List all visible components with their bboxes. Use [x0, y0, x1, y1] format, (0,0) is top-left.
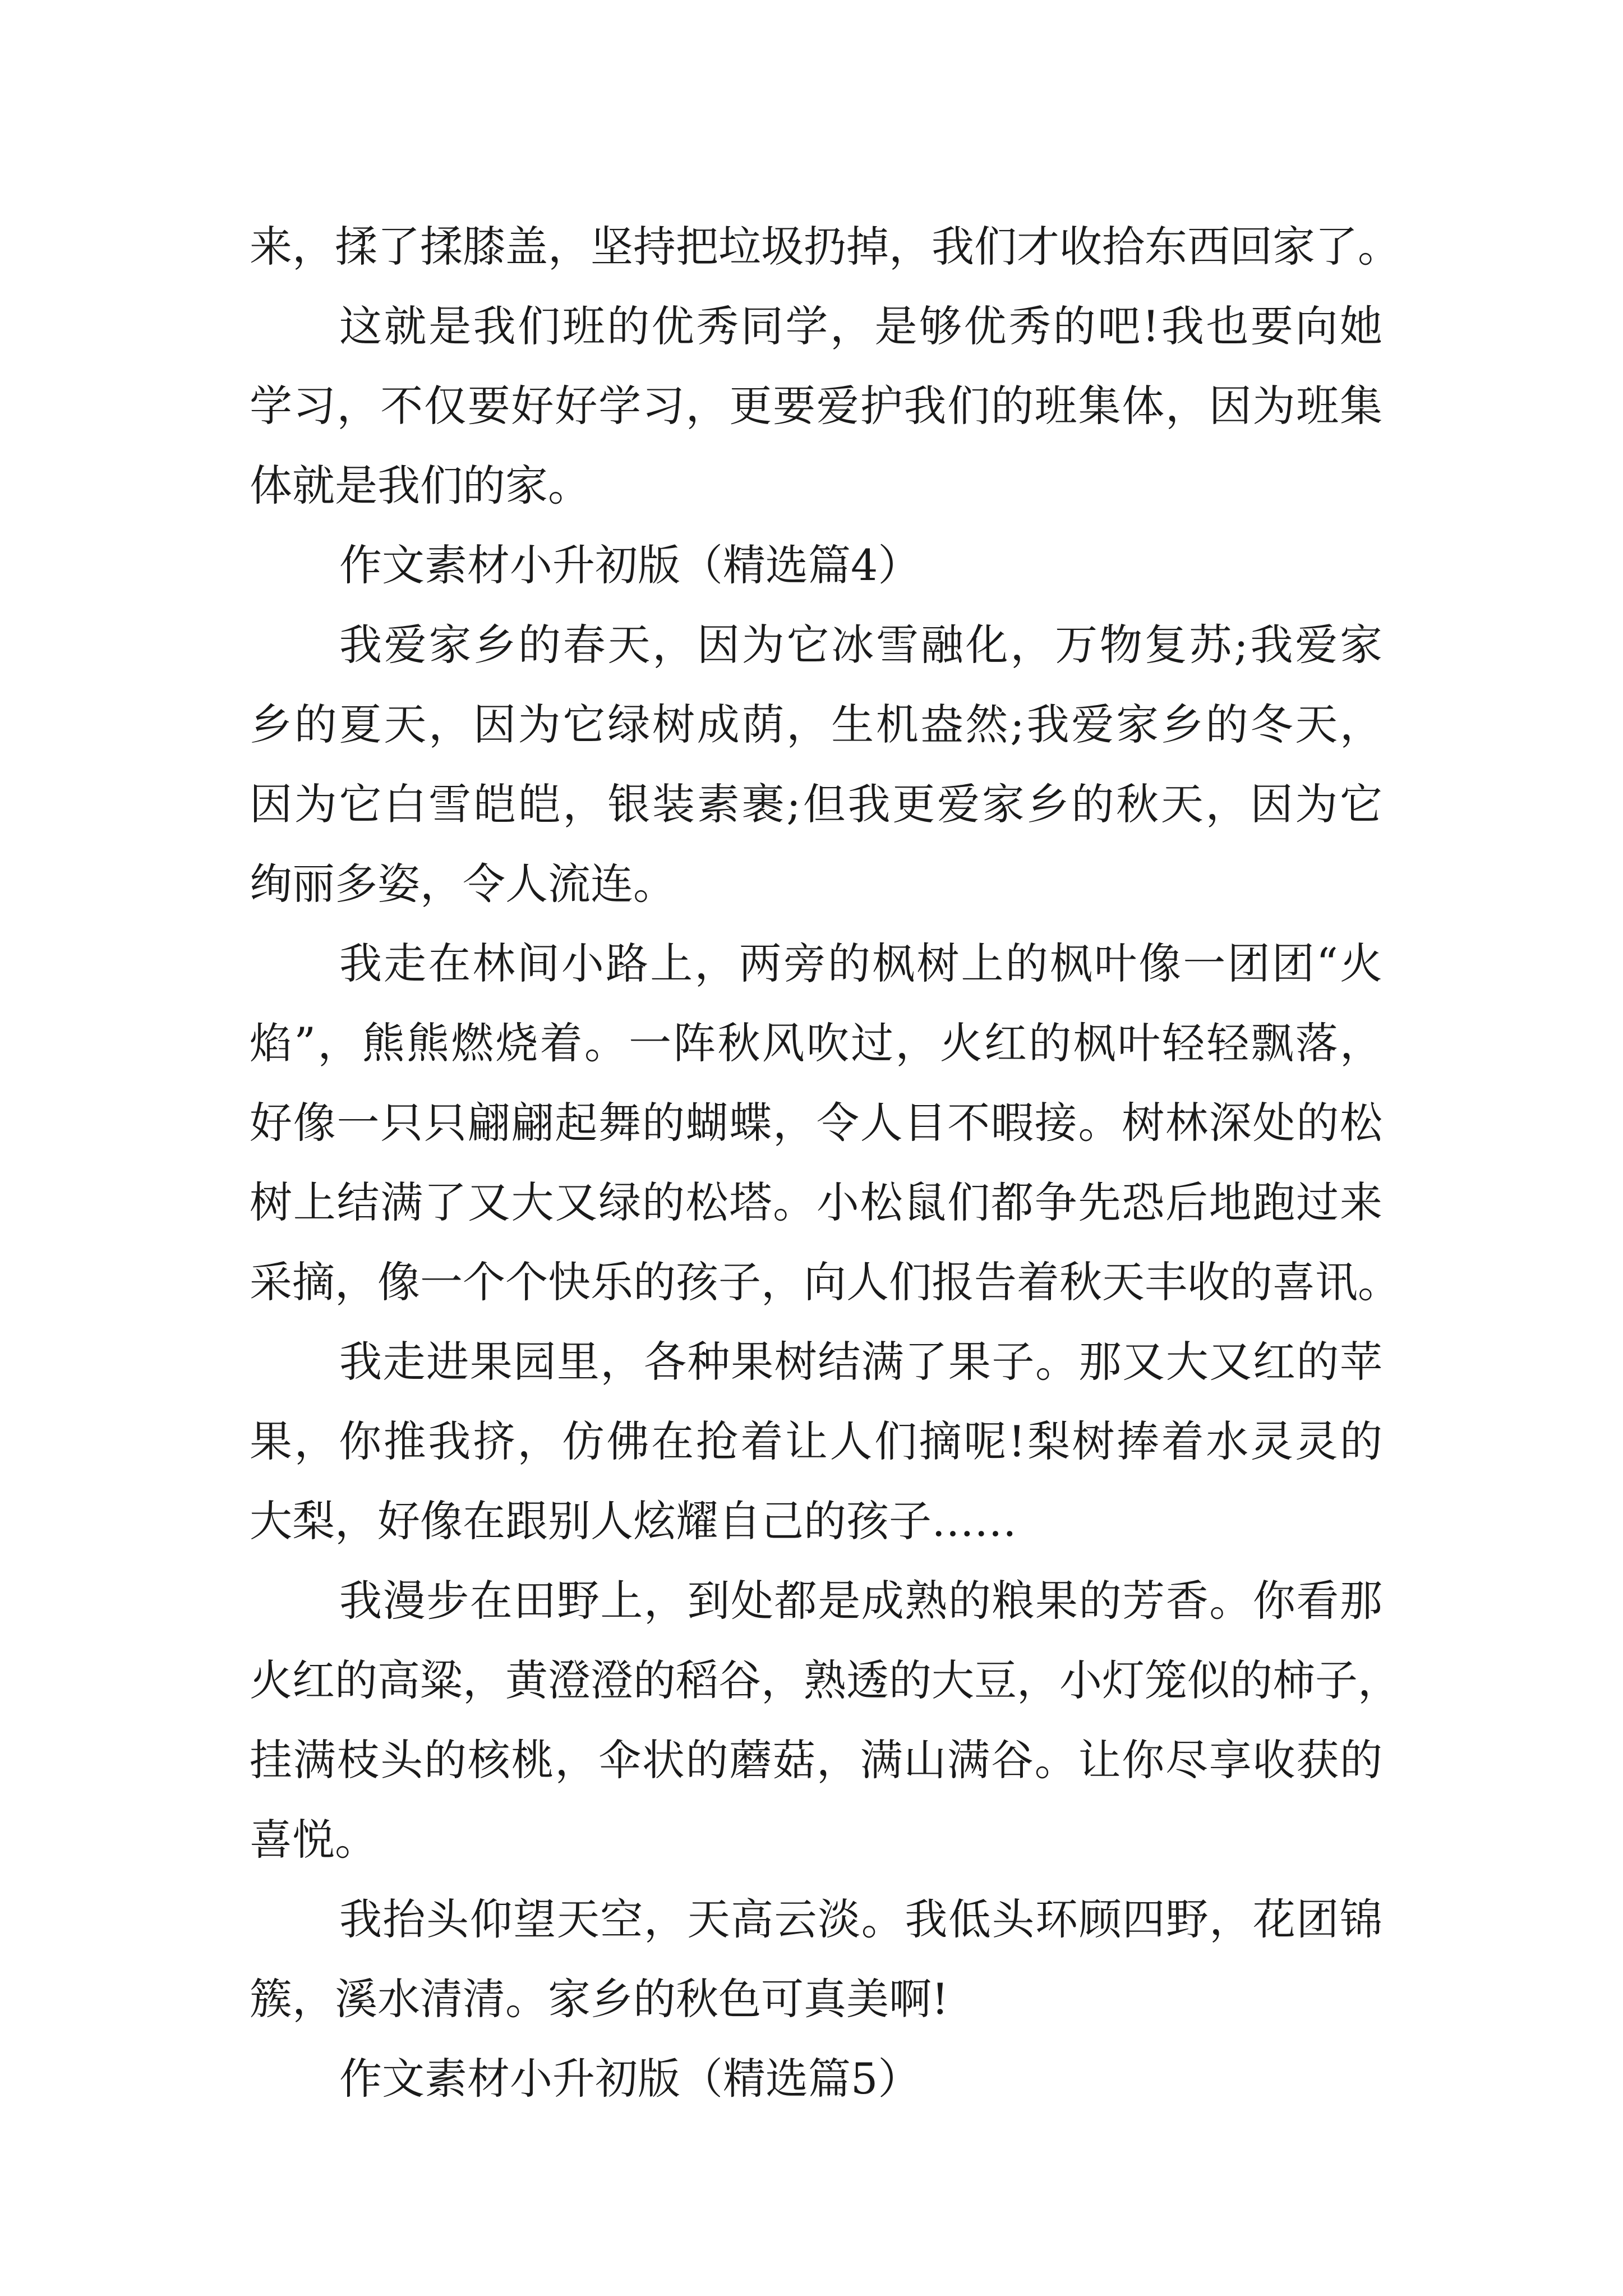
text-line: 采摘，像一个个快乐的孩子，向人们报告着秋天丰收的喜讯。 [250, 1257, 1400, 1307]
text-line: 这就是我们班的优秀同学，是够优秀的吧!我也要向她 [339, 301, 1382, 351]
text-line: 树上结满了又大又绿的松塔。小松鼠们都争先恐后地跑过来 [250, 1177, 1382, 1227]
text-line: 我漫步在田野上，到处都是成熟的粮果的芳香。你看那 [339, 1576, 1382, 1626]
text-line: 体就是我们的家。 [250, 461, 591, 510]
text-line: 我走进果园里，各种果树结满了果子。那又大又红的苹 [339, 1337, 1382, 1387]
text-line: 喜悦。 [250, 1815, 377, 1865]
text-line: 我走在林间小路上，两旁的枫树上的枫叶像一团团“火 [339, 938, 1382, 988]
section-heading: 作文素材小升初版（精选篇5） [339, 2054, 921, 2104]
text-line: 我抬头仰望天空，天高云淡。我低头环顾四野，花团锦 [339, 1894, 1382, 1944]
text-line: 挂满枝头的核桃，伞状的蘑菇，满山满谷。让你尽享收获的 [250, 1735, 1382, 1785]
text-line: 簇，溪水清清。家乡的秋色可真美啊! [250, 1974, 949, 2024]
section-heading: 作文素材小升初版（精选篇4） [339, 540, 921, 590]
text-line: 因为它白雪皑皑，银装素裹;但我更爱家乡的秋天，因为它 [250, 779, 1382, 829]
text-line: 学习，不仅要好好学习，更要爱护我们的班集体，因为班集 [250, 381, 1382, 431]
text-line: 来，揉了揉膝盖，坚持把垃圾扔掉，我们才收拾东西回家了。 [250, 222, 1400, 272]
text-line: 焰”，熊熊燃烧着。一阵秋风吹过，火红的枫叶轻轻飘落， [250, 1018, 1382, 1068]
text-line: 我爱家乡的春天，因为它冰雪融化，万物复苏;我爱家 [339, 620, 1382, 670]
text-line: 果，你推我挤，仿佛在抢着让人们摘呢!梨树捧着水灵灵的 [250, 1416, 1382, 1466]
text-line: 大梨，好像在跟别人炫耀自己的孩子…… [250, 1496, 1017, 1546]
text-line: 乡的夏天，因为它绿树成荫，生机盎然;我爱家乡的冬天， [250, 700, 1382, 749]
text-line: 好像一只只翩翩起舞的蝴蝶，令人目不暇接。树林深处的松 [250, 1098, 1382, 1148]
text-line: 火红的高粱，黄澄澄的稻谷，熟透的大豆，小灯笼似的柿子， [250, 1655, 1400, 1705]
text-line: 绚丽多姿，令人流连。 [250, 859, 676, 909]
